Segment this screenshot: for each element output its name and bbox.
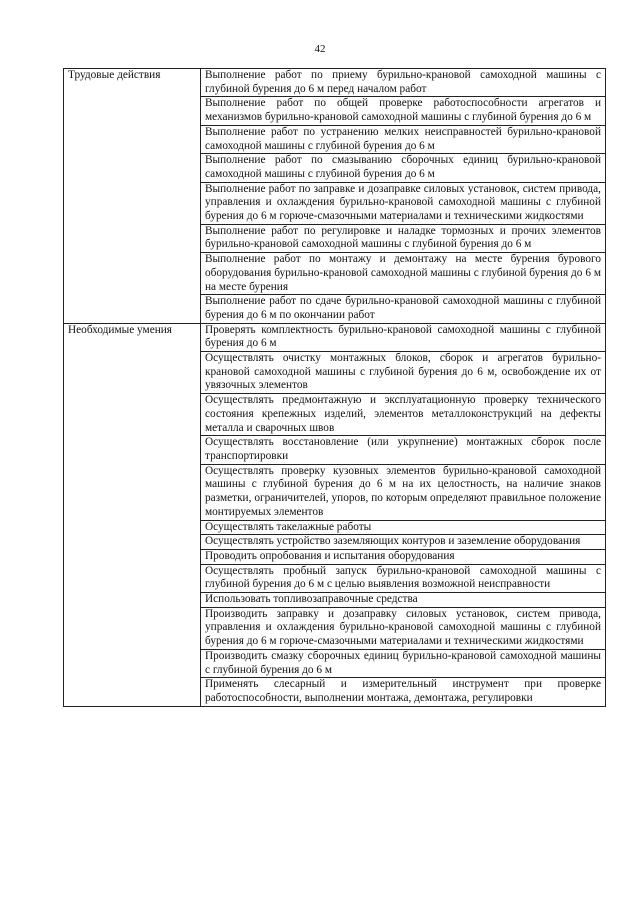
requirement-item: Использовать топливозаправочные средства bbox=[201, 593, 606, 608]
requirements-table bbox=[63, 68, 606, 707]
requirement-item: Производить смазку сборочных единиц бурильно-крановой самоходной машины с глубиной бурения до 6 м bbox=[201, 649, 606, 677]
requirement-item: Осуществлять такелажные работы bbox=[201, 520, 606, 535]
requirement-item: Применять слесарный и измерительный инструмент при проверке работоспособности, выполнении монтажа, демонтажа, регулировки bbox=[201, 678, 606, 706]
requirement-item: Осуществлять восстановление (или укрупнение) монтажных сборок после транспортировки bbox=[201, 436, 606, 464]
requirement-item: Осуществлять предмонтажную и эксплуатационную проверку технического состояния крепежных изделий, элементов металлоконструкций на дефекты металла и сварочных швов bbox=[201, 394, 606, 436]
requirement-item: Выполнение работ по устранению мелких неисправностей бурильно-крановой самоходной машины с глубиной бурения до 6 м bbox=[201, 125, 606, 153]
requirement-item: Выполнение работ по заправке и дозаправке силовых установок, систем привода, управления и охлаждения бурильно-крановой самоходной машины с глубиной бурения до 6 м горюче-смазочными материалами и техническими жидкостями bbox=[201, 182, 606, 224]
requirement-item: Выполнение работ по смазыванию сборочных единиц бурильно-крановой самоходной машины с глубиной бурения до 6 м bbox=[201, 154, 606, 182]
requirement-item: Выполнение работ по монтажу и демонтажу на месте бурения бурового оборудования бурильно-крановой самоходной машины с глубиной бурения до 6 м на месте бурения bbox=[201, 253, 606, 295]
requirement-item: Производить заправку и дозаправку силовых установок, систем привода, управления и охлаждения бурильно-крановой самоходной машины с глубиной бурения до 6 м горюче-смазочными материалами и техническими жидкостями bbox=[201, 607, 606, 649]
requirement-item: Выполнение работ по регулировке и наладке тормозных и прочих элементов бурильно-крановой самоходной машины с глубиной бурения до 6 м bbox=[201, 224, 606, 252]
requirement-item: Проводить опробования и испытания оборудования bbox=[201, 549, 606, 564]
requirement-item: Выполнение работ по приему бурильно-крановой самоходной машины с глубиной бурения до 6 м перед началом работ bbox=[201, 69, 606, 97]
requirements-table-body bbox=[64, 69, 606, 707]
requirement-item: Осуществлять очистку монтажных блоков, сборок и агрегатов бурильно-крановой самоходной машины с глубиной бурения до 6 м, освобождение их от увязочных элементов bbox=[201, 352, 606, 394]
section-label: Трудовые действия bbox=[64, 69, 201, 324]
table-row bbox=[64, 69, 606, 97]
section-label: Необходимые умения bbox=[64, 323, 201, 706]
table-row bbox=[64, 323, 606, 351]
requirement-item: Выполнение работ по сдаче бурильно-крановой самоходной машины с глубиной бурения до 6 м по окончании работ bbox=[201, 295, 606, 323]
requirement-item: Осуществлять устройство заземляющих контуров и заземление оборудования bbox=[201, 535, 606, 550]
requirement-item: Выполнение работ по общей проверке работоспособности агрегатов и механизмов бурильно-крановой самоходной машины с глубиной бурения до 6 м bbox=[201, 97, 606, 125]
requirement-item: Осуществлять проверку кузовных элементов бурильно-крановой самоходной машины с глубиной бурения до 6 м на их целостность, на наличие знаков разметки, ограничителей, упоров, по которым определяют правильное положение монтируемых элементов bbox=[201, 464, 606, 520]
page-number: 42 bbox=[314, 43, 326, 55]
requirement-item: Осуществлять пробный запуск бурильно-крановой самоходной машины с глубиной бурения до 6 м с целью выявления возможной неисправности bbox=[201, 564, 606, 592]
requirement-item: Проверять комплектность бурильно-крановой самоходной машины с глубиной бурения до 6 м bbox=[201, 323, 606, 351]
